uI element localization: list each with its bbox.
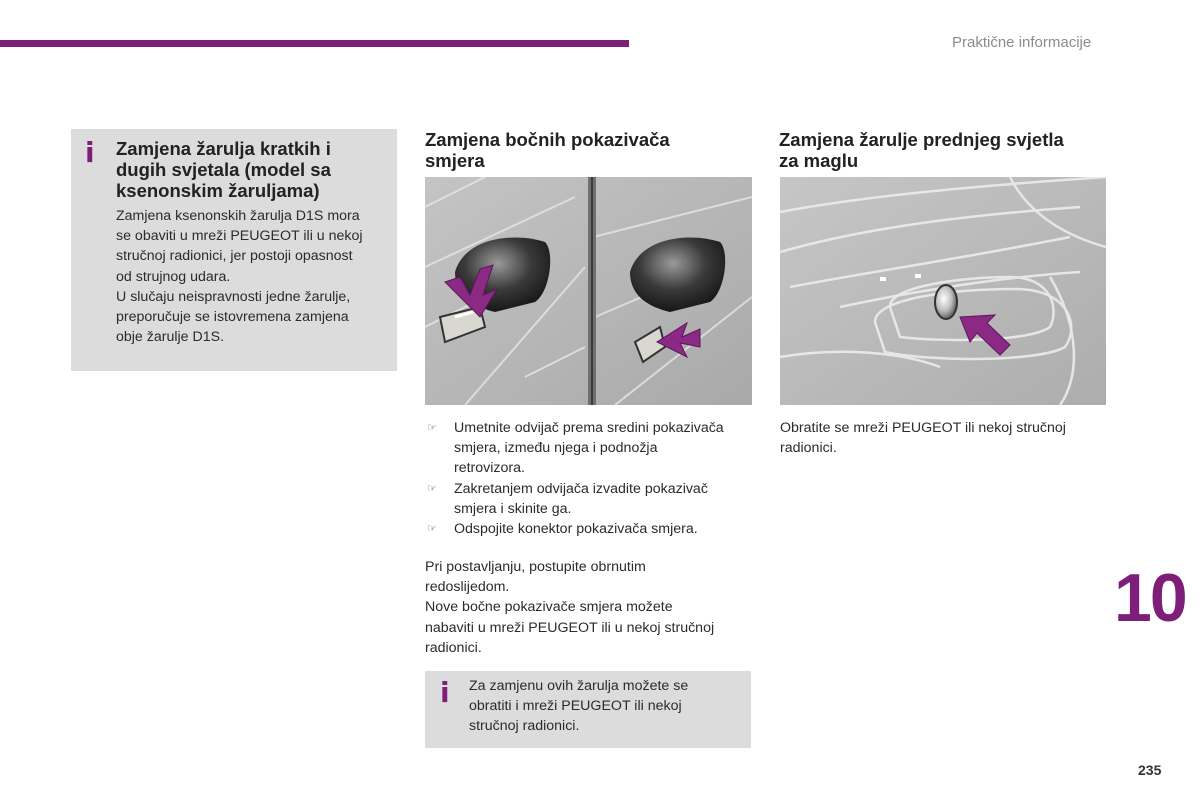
header-accent-bar [0, 40, 629, 47]
pointing-hand-icon: ☞ [427, 422, 437, 434]
info-icon: i [440, 676, 450, 709]
list-item: ☞ Zakretanjem odvijača izvadite pokazivač smjera i skinite ga. [427, 480, 708, 517]
pointing-hand-icon: ☞ [427, 482, 437, 495]
section-title: Praktične informacije [952, 34, 1092, 51]
pointing-hand-icon: ☞ [427, 523, 437, 536]
fog-light-text: Obratite se mreži PEUGEOT ili nekoj stručnoj radionici. [780, 420, 1066, 457]
side-indicator-title: Zamjena bočnih pokazivača smjera [425, 129, 670, 171]
xenon-box-title: Zamjena žarulja kratkih i dugih svjetala (model sa ksenonskim žaruljama) [116, 138, 331, 201]
chapter-number: 10 [1114, 560, 1186, 636]
list-item: ☞ Odspojite konektor pokazivača smjera. [425, 519, 752, 539]
list-item: ☞ Umetnite odvijač prema sredini pokazivača smjera, između njega i podnožja retrovizora. [427, 420, 724, 477]
xenon-info-box [71, 129, 397, 371]
reassembly-note: Pri postavljanju, postupite obrnutim redoslijedom. Nove bočne pokazivače smjera možete nabaviti u mreži PEUGEOT ili u nekoj stručnoj radionici. [425, 559, 715, 656]
steps-list [425, 418, 752, 539]
fog-light-photo [780, 177, 1106, 405]
xenon-box-text: Zamjena ksenonskih žarulja D1S mora se obaviti u mreži PEUGEOT ili u nekoj stručnoj radionici, jer postoji opasnost od strujnog udara. U slučaju neispravnosti jedne žarulje, preporučuje se istovremena zamjena obje žarulje D1S. [116, 208, 363, 346]
side-indicator-photo [425, 177, 752, 405]
page-number: 235 [1138, 762, 1162, 778]
info-icon: i [85, 136, 95, 169]
fog-light-title: Zamjena žarulje prednjeg svjetla za maglu [779, 129, 1064, 171]
dealer-info-box: i Za zamjenu ovih žarulja možete se obratiti i mreži PEUGEOT ili nekoj stručnoj radionici. [425, 671, 751, 748]
